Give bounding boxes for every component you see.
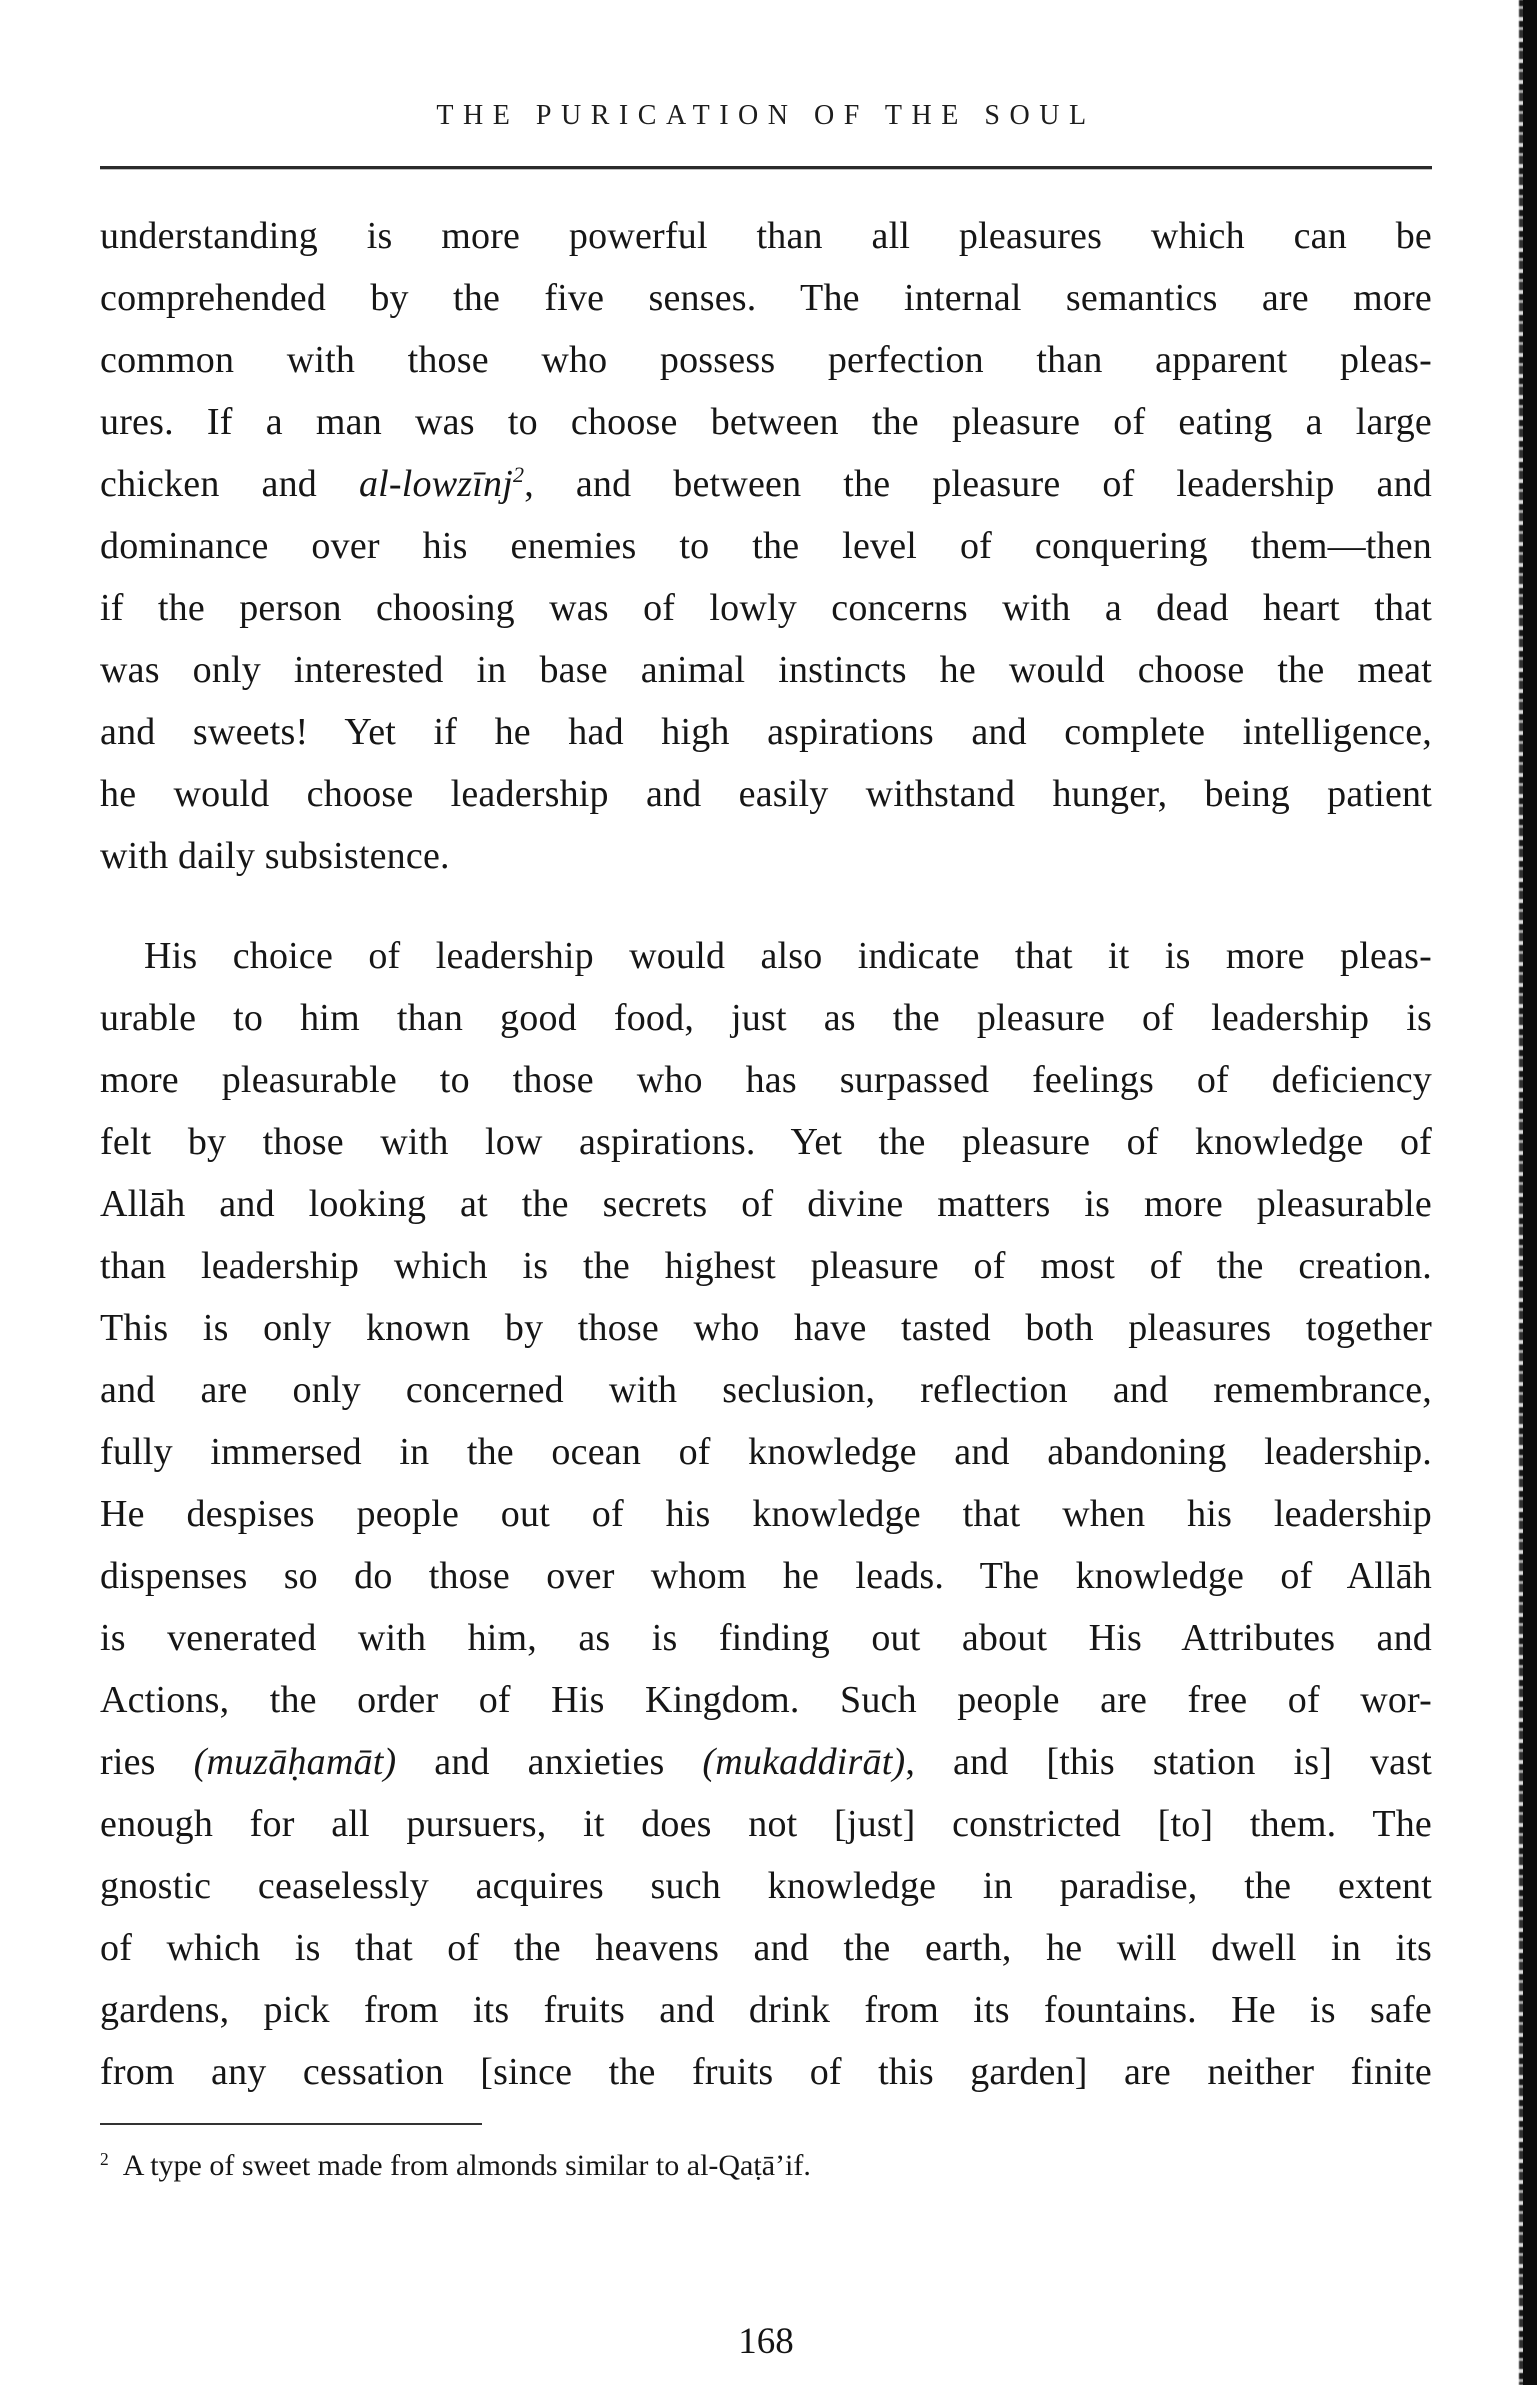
- text-line: [100, 925, 1432, 987]
- text-line: [100, 1669, 1432, 1731]
- text-segment: Actions, the order of His Kingdom. Such people are free of wor-: [100, 1679, 1432, 1721]
- text-line: [100, 1731, 1432, 1793]
- text-segment: dominance over his enemies to the level of conquering them—then: [100, 525, 1432, 567]
- text-segment: He despises people out of his knowledge that when his leadership: [100, 1493, 1432, 1535]
- text-segment: chicken and: [100, 463, 359, 505]
- footnote-text: A type of sweet made from almonds similar to al-Qaṭā’if.: [122, 2149, 811, 2182]
- text-segment: (muzāḥamāt): [193, 1741, 397, 1783]
- footnote-rule: [100, 2123, 482, 2125]
- text-segment: is venerated with him, as is finding out about His Attributes and: [100, 1617, 1432, 1659]
- text-segment: was only interested in base animal instincts he would choose the meat: [100, 649, 1432, 691]
- text-line: [100, 825, 1432, 887]
- text-segment: if the person choosing was of lowly concerns with a dead heart that: [100, 587, 1432, 629]
- text-line: [100, 1607, 1432, 1669]
- header-rule: [100, 166, 1432, 169]
- text-segment: dispenses so do those over whom he leads. The knowledge of Allāh: [100, 1555, 1432, 1597]
- text-line: [100, 329, 1432, 391]
- text-line: [100, 1545, 1432, 1607]
- footnote-marker: 2: [100, 2149, 109, 2169]
- text-line: [100, 391, 1432, 453]
- text-line: [100, 1235, 1432, 1297]
- text-segment: and sweets! Yet if he had high aspirations and complete intelligence,: [100, 711, 1432, 753]
- text-line: [100, 639, 1432, 701]
- text-segment: and are only concerned with seclusion, reflection and remembrance,: [100, 1369, 1432, 1411]
- text-line: [100, 763, 1432, 825]
- text-segment: felt by those with low aspirations. Yet the pleasure of knowledge of: [100, 1121, 1432, 1163]
- text-segment: comprehended by the five senses. The internal semantics are more: [100, 277, 1432, 319]
- text-line: [100, 577, 1432, 639]
- text-segment: and anxieties: [396, 1741, 703, 1783]
- text-line: [100, 2041, 1432, 2103]
- text-line: [100, 1173, 1432, 1235]
- text-segment: , and [this station is] vast: [905, 1741, 1432, 1783]
- text-segment: common with those who possess perfection than apparent pleas-: [100, 339, 1432, 381]
- text-line: [100, 267, 1432, 329]
- text-line: [100, 987, 1432, 1049]
- text-segment: ures. If a man was to choose between the pleasure of eating a large: [100, 401, 1432, 443]
- text-segment: more pleasurable to those who has surpassed feelings of deficiency: [100, 1059, 1432, 1101]
- scan-edge-shadow: [1523, 0, 1537, 2385]
- text-segment: His choice of leadership would also indicate that it is more pleas-: [144, 935, 1432, 977]
- text-segment: urable to him than good food, just as the pleasure of leadership is: [100, 997, 1432, 1039]
- footnote: [100, 2146, 1432, 2186]
- text-line: [100, 1979, 1432, 2041]
- text-segment: with daily subsistence.: [100, 835, 450, 877]
- running-header: THE PURICATION OF THE SOUL: [436, 100, 1096, 131]
- text-segment: Allāh and looking at the secrets of divine matters is more pleasurable: [100, 1183, 1432, 1225]
- text-segment: gardens, pick from its fruits and drink from its fountains. He is safe: [100, 1989, 1432, 2031]
- body-paragraph: [100, 925, 1432, 2103]
- text-segment: This is only known by those who have tasted both pleasures together: [100, 1307, 1432, 1349]
- text-segment: understanding is more powerful than all pleasures which can be: [100, 215, 1432, 257]
- text-line: [100, 1297, 1432, 1359]
- text-line: [100, 1111, 1432, 1173]
- page-number: 168: [738, 2321, 794, 2362]
- text-line: [100, 1793, 1432, 1855]
- text-line: [100, 205, 1432, 267]
- body-paragraph: [100, 205, 1432, 887]
- text-line: [100, 701, 1432, 763]
- text-line: [100, 453, 1432, 515]
- text-segment: than leadership which is the highest pleasure of most of the creation.: [100, 1245, 1432, 1287]
- text-segment: fully immersed in the ocean of knowledge and abandoning leadership.: [100, 1431, 1432, 1473]
- text-segment: , and between the pleasure of leadership and: [524, 463, 1432, 505]
- footnote-reference: 2: [512, 462, 525, 487]
- text-line: [100, 1855, 1432, 1917]
- text-line: [100, 1483, 1432, 1545]
- text-line: [100, 515, 1432, 577]
- text-segment: enough for all pursuers, it does not [just] constricted [to] them. The: [100, 1803, 1432, 1845]
- text-segment: ries: [100, 1741, 194, 1783]
- text-line: [100, 1359, 1432, 1421]
- text-segment: of which is that of the heavens and the earth, he will dwell in its: [100, 1927, 1432, 1969]
- text-line: [100, 1421, 1432, 1483]
- text-segment: he would choose leadership and easily withstand hunger, being patient: [100, 773, 1432, 815]
- text-segment: from any cessation [since the fruits of this garden] are neither finite: [100, 2051, 1432, 2093]
- text-line: [100, 1049, 1432, 1111]
- text-segment: al-lowzīnj: [358, 463, 513, 505]
- text-line: [100, 1917, 1432, 1979]
- text-segment: gnostic ceaselessly acquires such knowledge in paradise, the extent: [100, 1865, 1432, 1907]
- text-segment: (mukaddirāt): [702, 1741, 906, 1783]
